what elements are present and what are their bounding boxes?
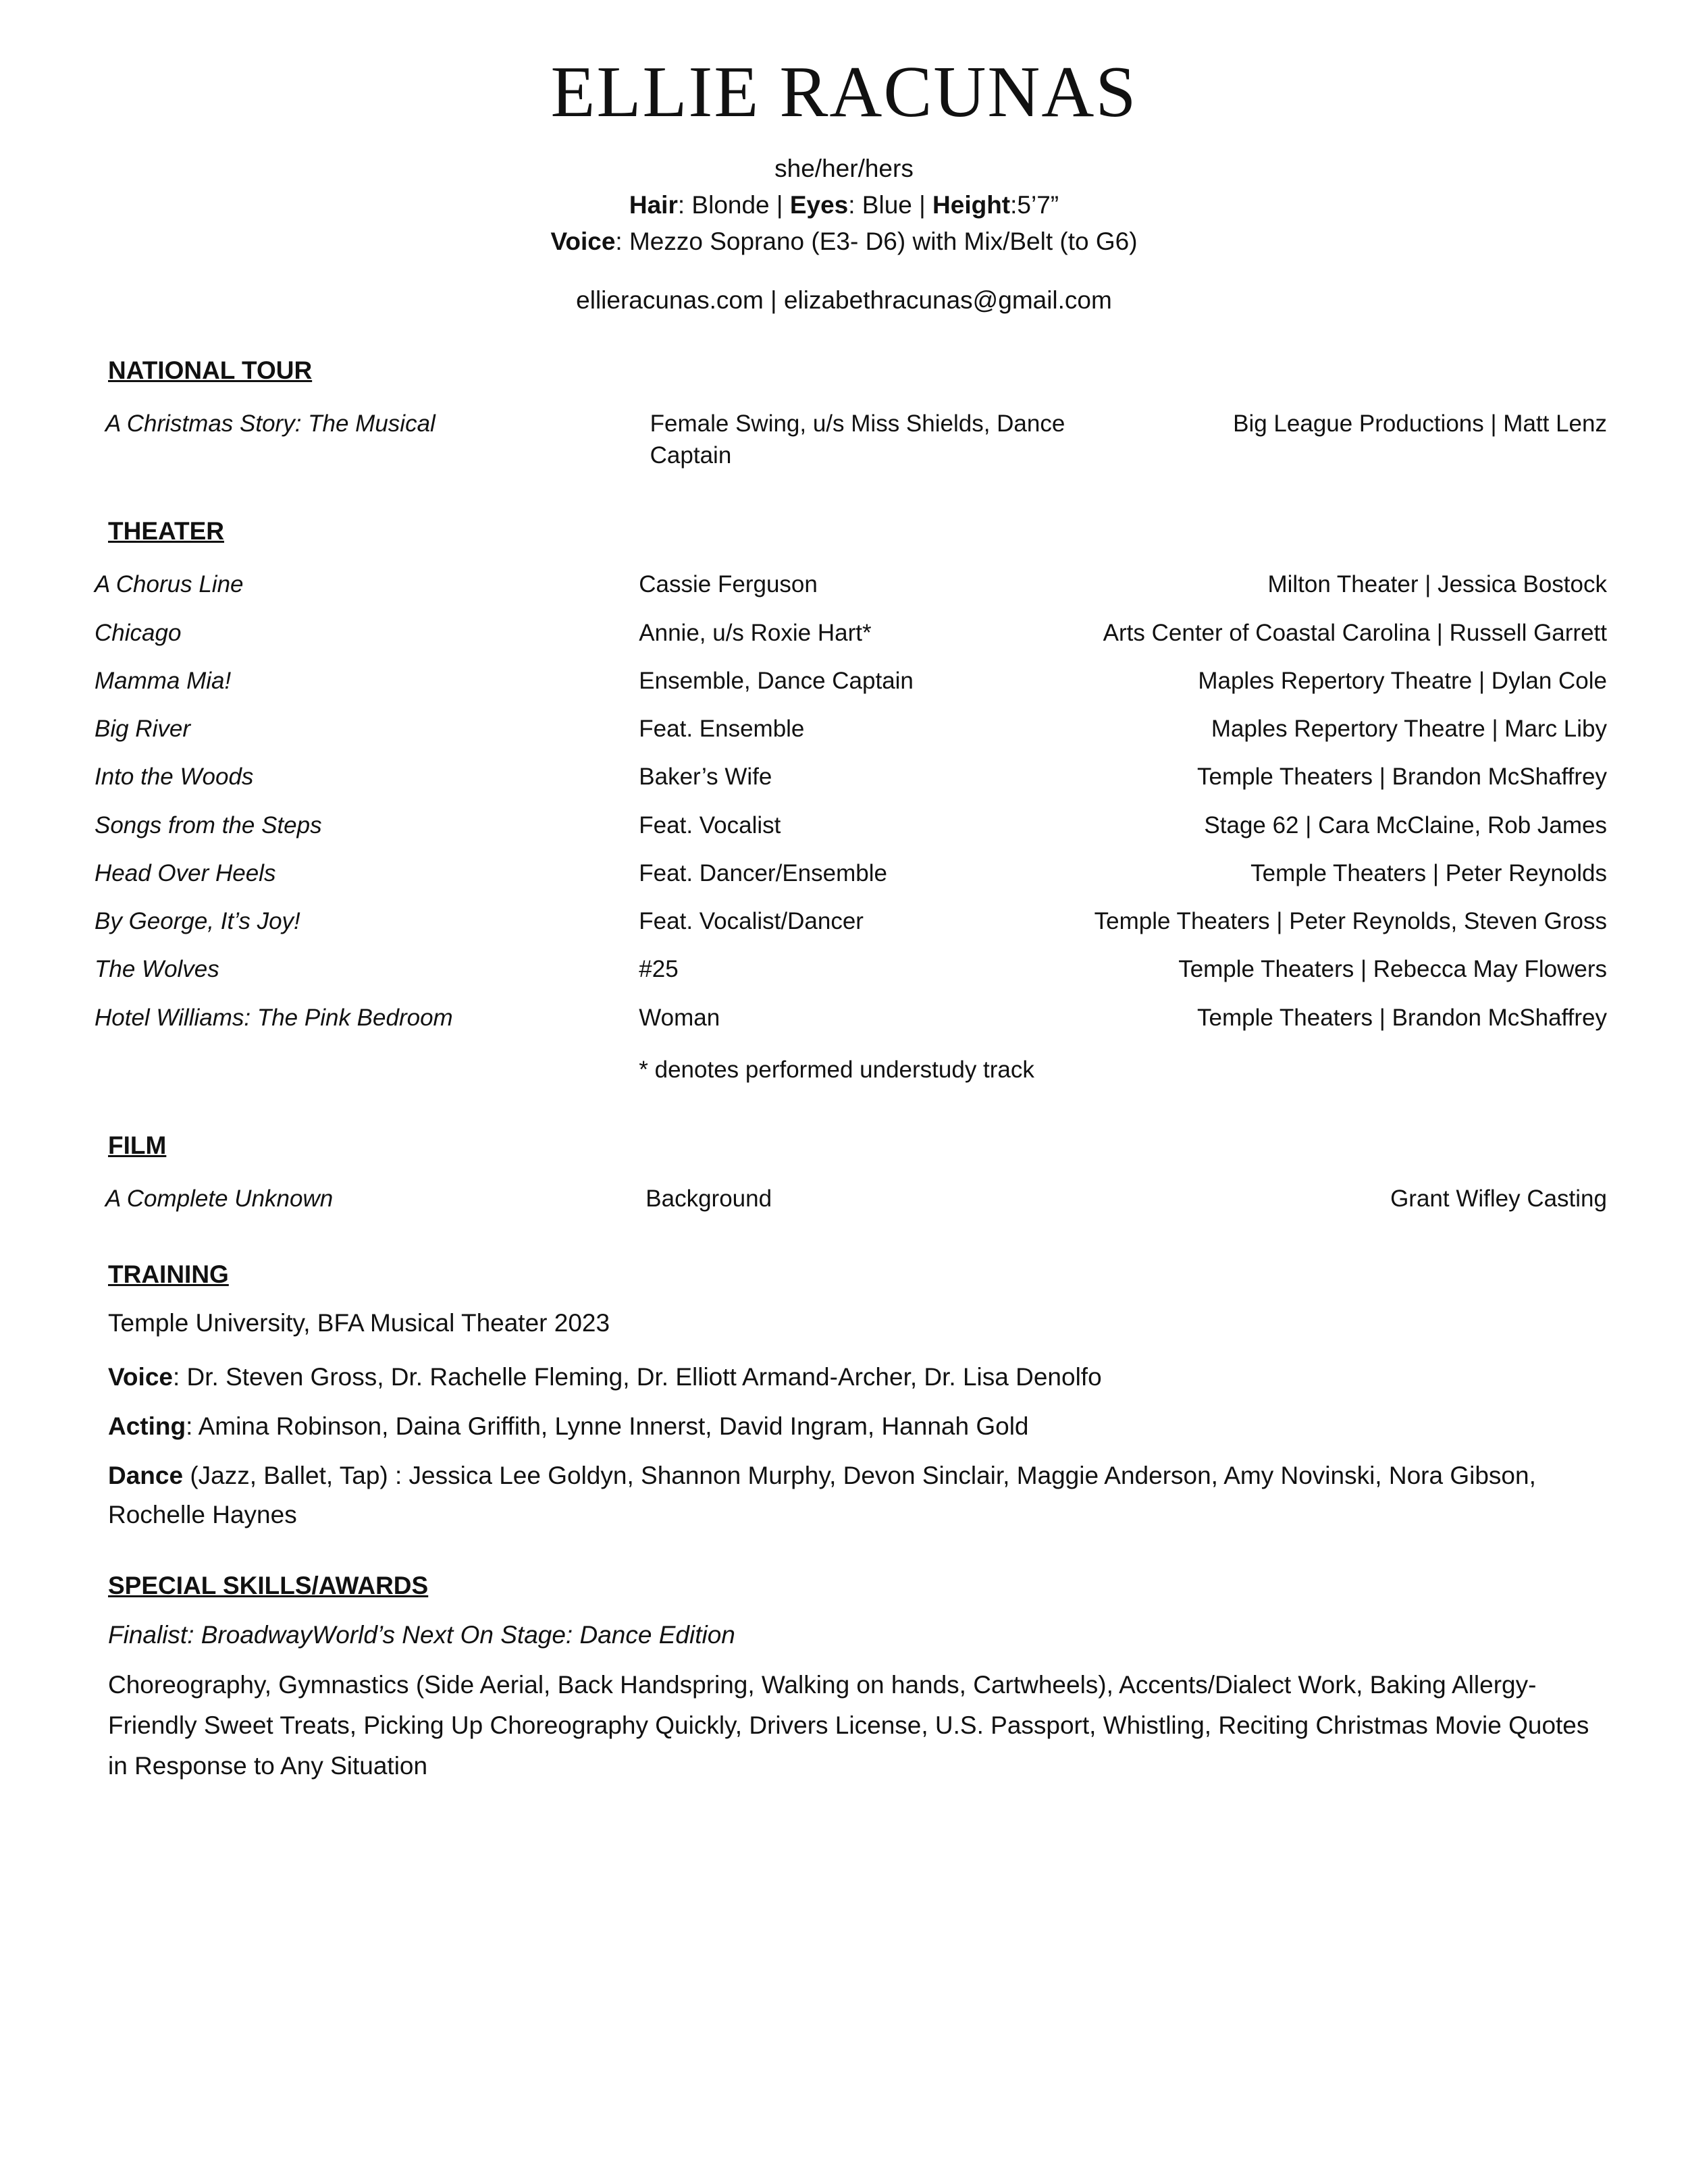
credit-company: Maples Repertory Theatre | Dylan Cole bbox=[1198, 667, 1607, 694]
section-heading-national-tour: NATIONAL TOUR bbox=[108, 356, 313, 384]
credit-show-title: A Christmas Story: The Musical bbox=[105, 410, 436, 437]
credit-role: Cassie Ferguson bbox=[639, 571, 818, 598]
training-school: Temple University, BFA Musical Theater 2023 bbox=[108, 1309, 610, 1337]
table-row bbox=[81, 945, 1607, 993]
understudy-footnote: * denotes performed understudy track bbox=[639, 1056, 1034, 1083]
eyes-label: Eyes bbox=[789, 191, 849, 219]
training-acting-value: : Amina Robinson, Daina Griffith, Lynne Innerst, David Ingram, Hannah Gold bbox=[186, 1412, 1029, 1441]
spacer-cell bbox=[81, 1042, 639, 1094]
credit-role: #25 bbox=[639, 956, 679, 983]
credit-role: Ensemble, Dance Captain bbox=[639, 667, 914, 694]
credit-company: Temple Theaters | Peter Reynolds bbox=[1250, 859, 1607, 886]
credit-role: Annie, u/s Roxie Hart* bbox=[639, 619, 872, 646]
training-dance bbox=[108, 1456, 1607, 1534]
credit-role: Feat. Vocalist/Dancer bbox=[639, 908, 864, 935]
table-row bbox=[81, 609, 1607, 657]
section-heading-training: TRAINING bbox=[108, 1260, 229, 1289]
table-row bbox=[81, 560, 1607, 608]
table-row bbox=[81, 657, 1607, 705]
hair-value: : Blonde | bbox=[677, 191, 790, 219]
credit-role: Woman bbox=[639, 1004, 720, 1031]
credit-role: Background bbox=[645, 1186, 772, 1213]
table-row-footnote bbox=[81, 1042, 1607, 1094]
credit-show-title: Mamma Mia! bbox=[95, 667, 232, 694]
credit-company: Grant Wifley Casting bbox=[1390, 1186, 1607, 1213]
training-acting-label: Acting bbox=[108, 1412, 186, 1441]
training-block bbox=[81, 1304, 1607, 1534]
training-dance-value: (Jazz, Ballet, Tap) : Jessica Lee Goldyn, Shannon Murphy, Devon Sinclair, Maggie Anderson, Amy Novinski, Nora Gibson, Rochelle Haynes bbox=[108, 1462, 1536, 1528]
contact-line: ellieracunas.com | elizabethracunas@gmail.com bbox=[576, 286, 1112, 315]
theater-credits-table bbox=[81, 560, 1607, 1094]
section-heading-special-skills: SPECIAL SKILLS/AWARDS bbox=[108, 1572, 429, 1600]
credit-show-title: Chicago bbox=[95, 619, 182, 646]
credit-show-title: A Complete Unknown bbox=[105, 1186, 334, 1213]
height-value: :5’7” bbox=[1010, 191, 1059, 219]
skills-list: Choreography, Gymnastics (Side Aerial, Back Handspring, Walking on hands, Cartwheels), Accents/Dialect Work, Baking Allergy-Friendly Sweet Treats, Picking Up Choreography Quickly, Drivers License, U.S. Passport, Whistling, Reciting Christmas Movie Quotes in Response to Any Situation bbox=[108, 1671, 1589, 1780]
credit-company: Temple Theaters | Rebecca May Flowers bbox=[1178, 956, 1607, 983]
training-voice-label: Voice bbox=[108, 1362, 173, 1391]
credit-show-title: Big River bbox=[95, 716, 190, 743]
national-tour-credits-table bbox=[81, 400, 1607, 480]
performer-name: ELLIE RACUNAS bbox=[550, 52, 1138, 132]
credit-show-title: A Chorus Line bbox=[95, 571, 244, 598]
credit-role: Baker’s Wife bbox=[639, 764, 772, 791]
credit-company: Arts Center of Coastal Carolina | Russell Garrett bbox=[1103, 619, 1607, 646]
credit-role: Female Swing, u/s Miss Shields, Dance Captain bbox=[650, 410, 1065, 469]
credit-company: Temple Theaters | Brandon McShaffrey bbox=[1197, 764, 1607, 791]
credit-role: Feat. Ensemble bbox=[639, 716, 805, 743]
table-row bbox=[81, 994, 1607, 1042]
credit-show-title: Head Over Heels bbox=[95, 859, 276, 886]
credit-show-title: Songs from the Steps bbox=[95, 811, 322, 838]
section-heading-film: FILM bbox=[108, 1131, 167, 1160]
height-label: Height bbox=[932, 191, 1011, 219]
film-credits-table bbox=[81, 1175, 1607, 1223]
training-acting bbox=[108, 1407, 1607, 1445]
pronouns: she/her/hers bbox=[774, 155, 914, 183]
table-row bbox=[81, 897, 1607, 945]
credit-show-title: By George, It’s Joy! bbox=[95, 908, 300, 935]
skills-award: Finalist: BroadwayWorld’s Next On Stage: Dance Edition bbox=[108, 1621, 735, 1649]
credit-company: Stage 62 | Cara McClaine, Rob James bbox=[1204, 811, 1607, 838]
credit-company: Milton Theater | Jessica Bostock bbox=[1267, 571, 1607, 598]
credit-company: Big League Productions | Matt Lenz bbox=[1233, 410, 1607, 437]
table-row bbox=[81, 849, 1607, 897]
special-skills-block bbox=[81, 1615, 1607, 1786]
voice-value: : Mezzo Soprano (E3- D6) with Mix/Belt (to G6) bbox=[615, 227, 1138, 255]
table-row bbox=[81, 400, 1607, 480]
hair-label: Hair bbox=[629, 191, 678, 219]
table-row bbox=[81, 1175, 1607, 1223]
credit-show-title: The Wolves bbox=[95, 956, 219, 983]
table-row bbox=[81, 753, 1607, 801]
credit-show-title: Hotel Williams: The Pink Bedroom bbox=[95, 1004, 453, 1031]
credit-show-title: Into the Woods bbox=[95, 764, 254, 791]
credit-company: Temple Theaters | Peter Reynolds, Steven Gross bbox=[1094, 908, 1607, 935]
training-voice bbox=[108, 1358, 1607, 1396]
physical-stats-line bbox=[81, 187, 1607, 223]
training-dance-label: Dance bbox=[108, 1462, 184, 1490]
credit-company: Temple Theaters | Brandon McShaffrey bbox=[1197, 1004, 1607, 1031]
table-row bbox=[81, 801, 1607, 849]
table-row bbox=[81, 705, 1607, 753]
section-heading-theater: THEATER bbox=[108, 517, 224, 545]
voice-label: Voice bbox=[550, 227, 616, 255]
credit-company: Maples Repertory Theatre | Marc Liby bbox=[1211, 716, 1607, 743]
credit-role: Feat. Vocalist bbox=[639, 811, 781, 838]
voice-line bbox=[81, 223, 1607, 260]
training-voice-value: : Dr. Steven Gross, Dr. Rachelle Fleming, Dr. Elliott Armand-Archer, Dr. Lisa Denolfo bbox=[172, 1362, 1102, 1391]
eyes-value: : Blue | bbox=[848, 191, 933, 219]
credit-role: Feat. Dancer/Ensemble bbox=[639, 859, 887, 886]
